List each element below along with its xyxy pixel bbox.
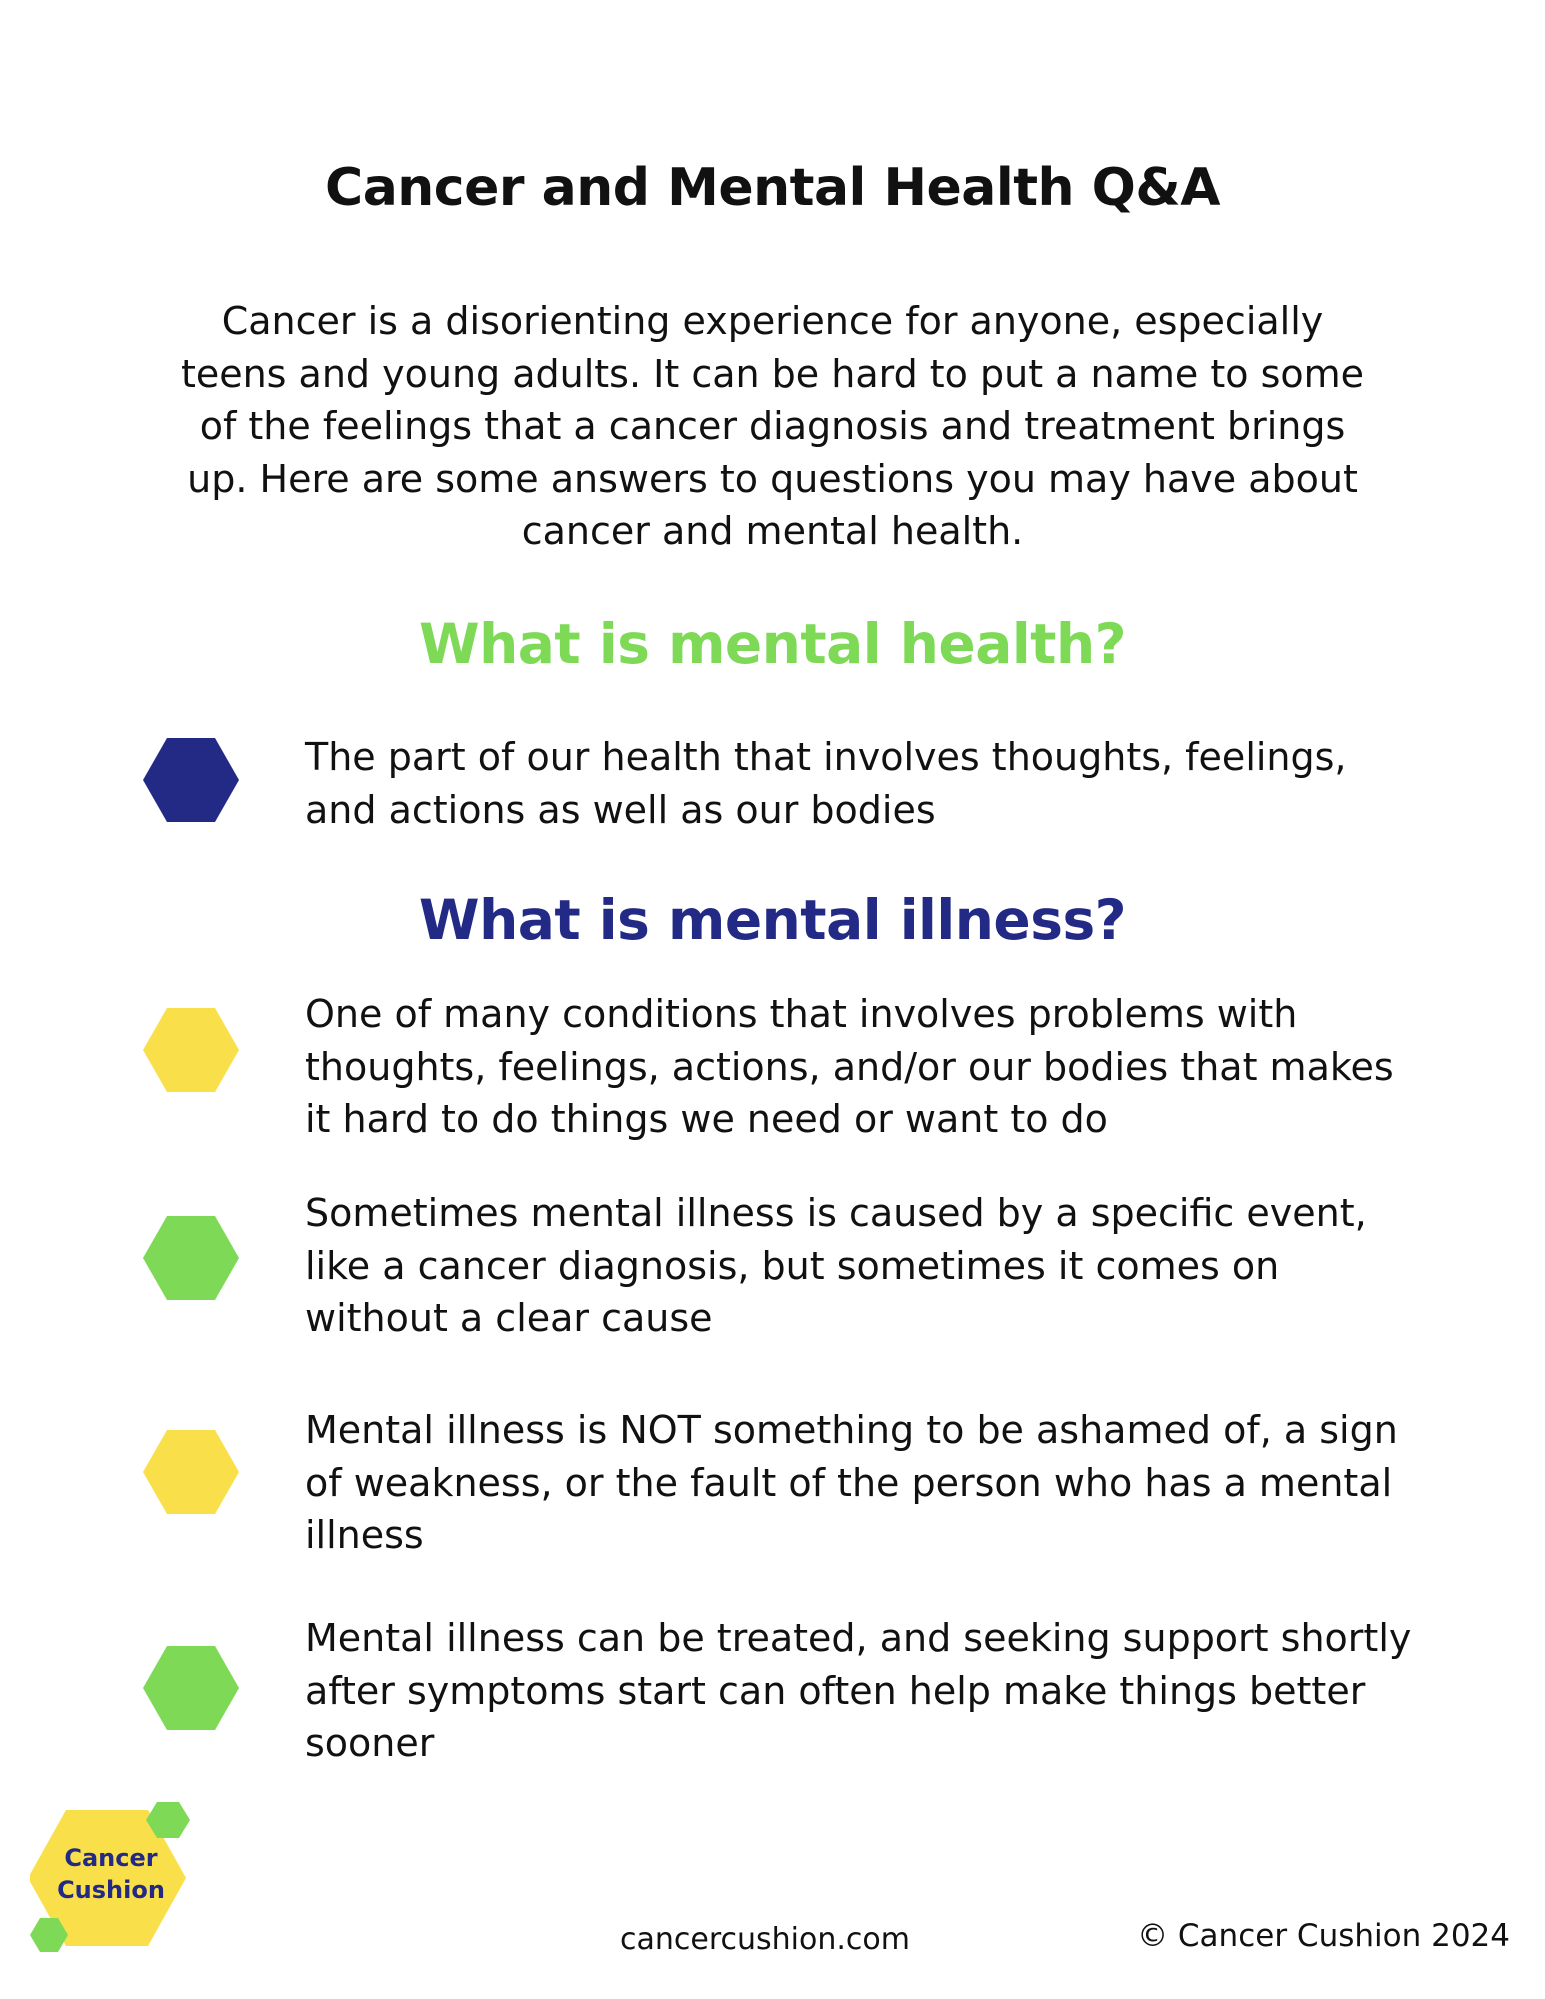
hexagon-green-icon [143, 1646, 239, 1730]
page-title: Cancer and Mental Health Q&A [325, 158, 1220, 218]
answer-mental-health-definition: The part of our health that involves thoughts, feelings, and actions as well as our bodies [305, 735, 1347, 832]
logo-text-line2: Cushion [57, 1876, 165, 1904]
hexagon-navy-icon [143, 738, 239, 822]
section-heading-mental-health: What is mental health? [418, 612, 1127, 676]
footer-website: cancercushion.com [620, 1922, 910, 1957]
hexagon-yellow-icon [143, 1430, 239, 1514]
section-heading-mental-illness: What is mental illness? [418, 888, 1127, 952]
answer-mental-illness-treatable: Mental illness can be treated, and seeking support shortly after symptoms start can often help make things better sooner [305, 1616, 1412, 1765]
hexagon-yellow-icon [143, 1008, 239, 1092]
logo-text-line1: Cancer [64, 1844, 158, 1872]
footer-copyright: © Cancer Cushion 2024 [1137, 1918, 1510, 1954]
intro-paragraph: Cancer is a disorienting experience for anyone, especially teens and young adults. It can be hard to put a name to some of the feelings that a cancer diagnosis and treatment brings up. Here are some answers to questions you may have about cancer and mental health. [180, 299, 1365, 553]
answer-mental-illness-not-shameful: Mental illness is NOT something to be ashamed of, a sign of weakness, or the fault of the person who has a mental illness [305, 1408, 1398, 1557]
hexagon-green-icon [143, 1216, 239, 1300]
cancer-cushion-logo [30, 1800, 200, 1960]
answer-mental-illness-causes: Sometimes mental illness is caused by a specific event, like a cancer diagnosis, but sometimes it comes on without a clear cause [305, 1191, 1367, 1340]
answer-mental-illness-definition: One of many conditions that involves problems with thoughts, feelings, actions, and/or our bodies that makes it hard to do things we need or want to do [305, 992, 1394, 1141]
